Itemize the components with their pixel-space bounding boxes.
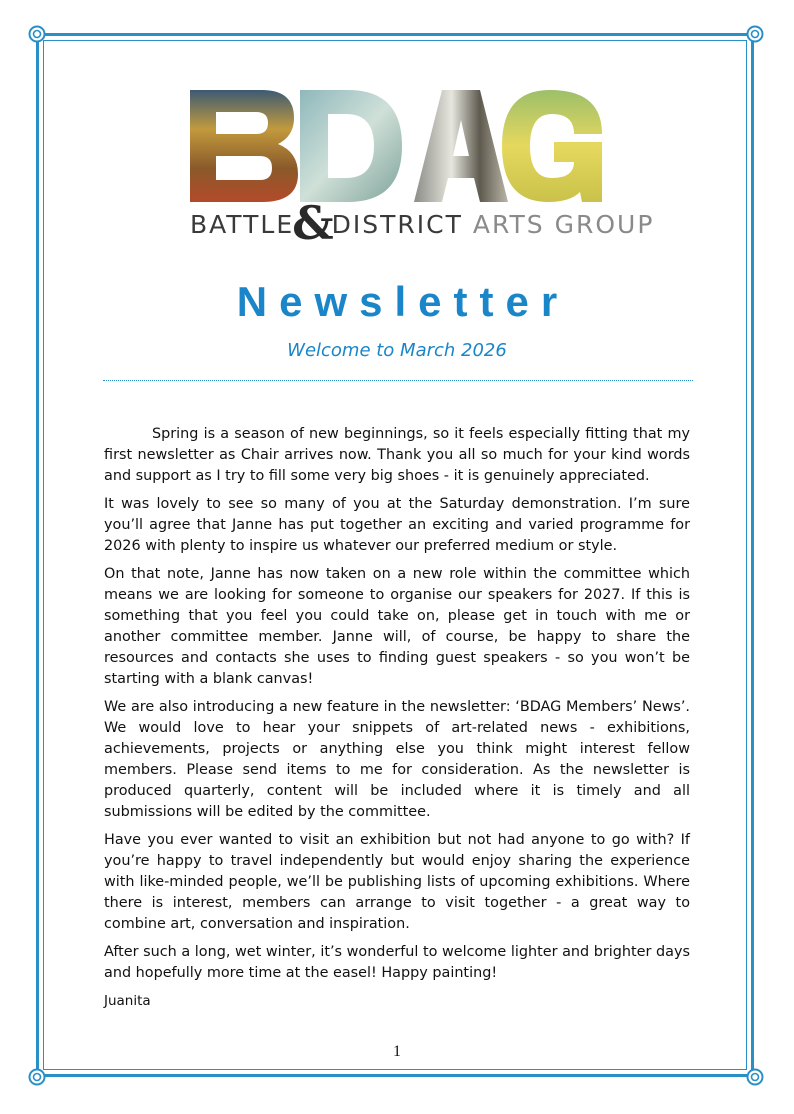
corner-ornament-icon	[746, 25, 764, 43]
logo-wordmark	[190, 196, 655, 250]
paragraph: On that note, Janne has now taken on a new role within the committee which means we are looking for someone to organise our speakers for 2027. If this is something that you feel you could take on, please get in touch with me or another committee member. Janne will, of course, be happy to share the resources and contacts she uses to finding guest speakers - so you won’t be starting with a blank canvas!	[104, 566, 690, 687]
logo-letters-graphic	[190, 90, 602, 202]
logo-ampersand: &	[292, 196, 334, 250]
logo-word-arts-group: ARTS GROUP	[472, 210, 655, 239]
page-title: Newsletter	[236, 278, 570, 325]
issue-subtitle: Welcome to March 2026	[287, 340, 507, 361]
paragraph: It was lovely to see so many of you at the Saturday demonstration. I’m sure you’ll agree that Janne has put together an exciting and varied programme for 2026 with plenty to inspire us whatever our preferred medium or style.	[104, 496, 690, 554]
paragraph: Have you ever wanted to visit an exhibition but not had anyone to go with? If you’re happy to travel independently but would enjoy sharing the experience with like-minded people, we’ll be publishing lists of upcoming exhibitions. Where there is interest, members can arrange to visit together - a great way to combine art, conversation and inspiration.	[104, 832, 690, 932]
paragraph: We are also introducing a new feature in the newsletter: ‘BDAG Members’ News’. We would love to hear your snippets of art-related news - exhibitions, achievements, projects or anything else you think might interest fellow members. Please send items to me for consideration. As the newsletter is produced quarterly, content will be included where it is timely and all submissions will be edited by the committee.	[104, 699, 690, 820]
paragraph: After such a long, wet winter, it’s wonderful to welcome lighter and brighter days and hopefully more time at the easel! Happy painting!	[104, 944, 690, 981]
bdag-logo	[190, 90, 655, 250]
corner-ornament-icon	[746, 1068, 764, 1086]
corner-ornament-icon	[28, 1068, 46, 1086]
signature: Juanita	[104, 993, 151, 1009]
page-number: 1	[393, 1043, 401, 1060]
letter-body	[104, 424, 690, 1012]
logo-word-district: DISTRICT	[331, 210, 463, 239]
paragraph: Spring is a season of new beginnings, so it feels especially fitting that my first newsletter as Chair arrives now. Thank you all so much for your kind words and support as I try to fill some very big shoes - it is genuinely appreciated.	[104, 426, 690, 484]
logo-word-battle: BATTLE	[190, 210, 295, 239]
corner-ornament-icon	[28, 25, 46, 43]
title-divider	[103, 380, 693, 381]
